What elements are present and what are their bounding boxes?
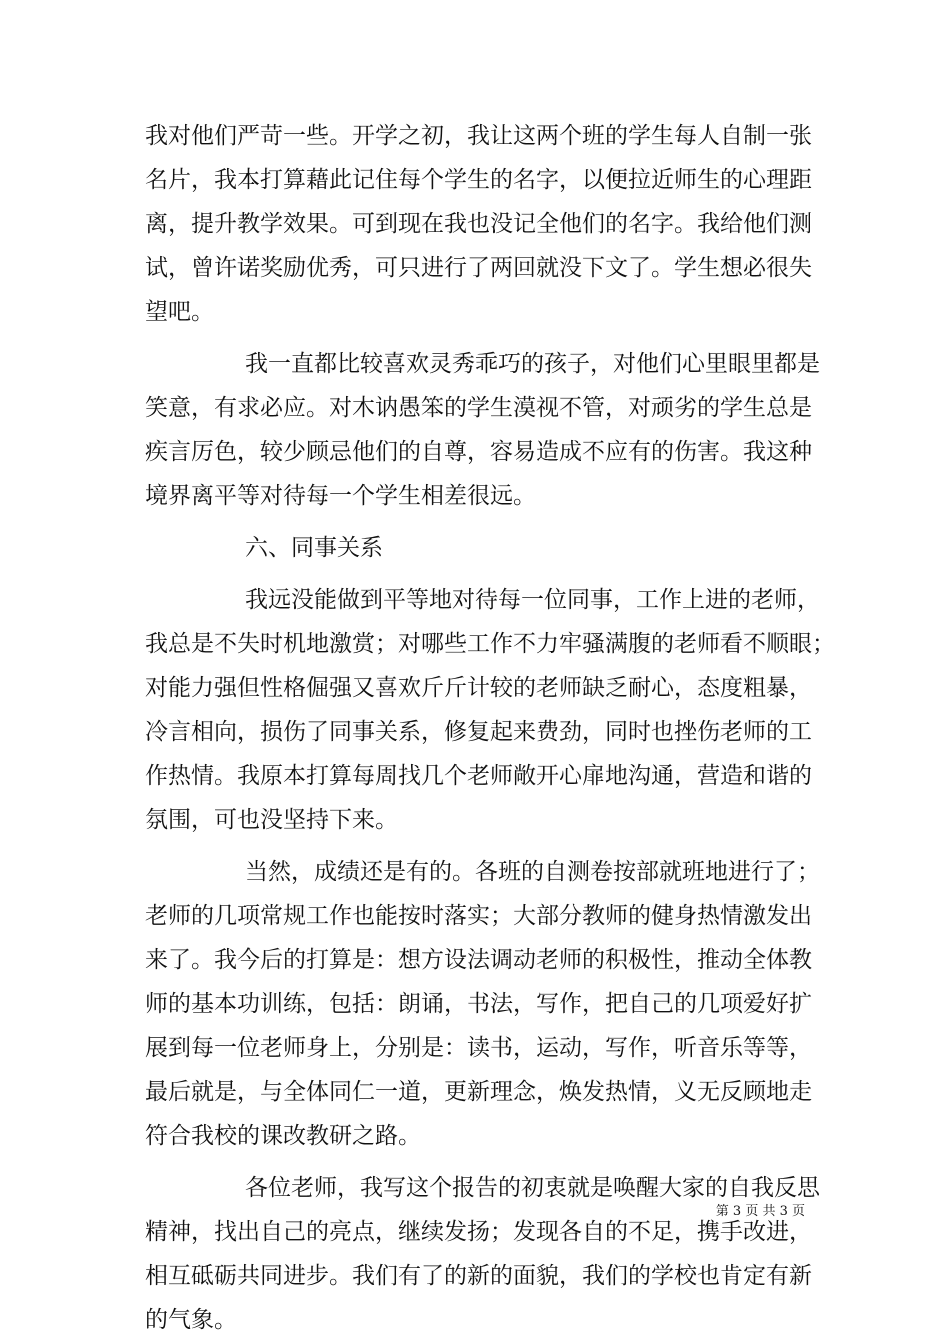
text-line: 的气象。 <box>145 1307 237 1333</box>
text-line: 名片，我本打算藉此记住每个学生的名字，以便拉近师生的心理距 <box>145 167 812 193</box>
text-line: 相互砥砺共同进步。我们有了的新的面貌，我们的学校也肯定有新 <box>145 1263 812 1289</box>
text-line: 冷言相向，损伤了同事关系，修复起来费劲，同时也挫伤老师的工 <box>145 719 812 745</box>
text-line: 展到每一位老师身上，分别是：读书，运动，写作，听音乐等等， <box>145 1035 812 1061</box>
text-line: 我总是不失时机地激赏；对哪些工作不力牢骚满腹的老师看不顺眼； <box>145 631 835 657</box>
text-line: 各位老师，我写这个报告的初衷就是唤醒大家的自我反思 <box>245 1175 820 1201</box>
text-line: 师的基本功训练，包括：朗诵，书法，写作，把自己的几项爱好扩 <box>145 991 812 1017</box>
heading-text: 六、同事关系 <box>245 535 383 561</box>
text-line: 氛围，可也没坚持下来。 <box>145 807 398 833</box>
text-line: 当然，成绩还是有的。各班的自测卷按部就班地进行了； <box>245 859 820 885</box>
text-line: 符合我校的课改教研之路。 <box>145 1123 421 1149</box>
text-line: 来了。我今后的打算是：想方设法调动老师的积极性，推动全体教 <box>145 947 812 973</box>
text-line: 望吧。 <box>145 299 214 325</box>
paragraph <box>145 114 812 334</box>
page-number-footer: 第 3 页 共 3 页 <box>715 1204 805 1219</box>
paragraph <box>145 850 820 1158</box>
section-heading <box>145 526 809 570</box>
paragraph <box>145 342 820 518</box>
text-line: 疾言厉色，较少顾忌他们的自尊，容易造成不应有的伤害。我这种 <box>145 439 812 465</box>
text-line: 离，提升教学效果。可到现在我也没记全他们的名字。我给他们测 <box>145 211 812 237</box>
text-line: 老师的几项常规工作也能按时落实；大部分教师的健身热情激发出 <box>145 903 812 929</box>
text-line: 境界离平等对待每一个学生相差很远。 <box>145 483 536 509</box>
text-line: 最后就是，与全体同仁一道，更新理念，焕发热情，义无反顾地走 <box>145 1079 812 1105</box>
text-line: 笑意，有求必应。对木讷愚笨的学生漠视不管，对顽劣的学生总是 <box>145 395 812 421</box>
text-line: 作热情。我原本打算每周找几个老师敞开心扉地沟通，营造和谐的 <box>145 763 812 789</box>
text-line: 我对他们严苛一些。开学之初，我让这两个班的学生每人自制一张 <box>145 123 812 149</box>
document-body <box>145 114 835 1342</box>
paragraph <box>145 1166 820 1342</box>
text-line: 我远没能做到平等地对待每一位同事，工作上进的老师， <box>245 587 820 613</box>
text-line: 对能力强但性格倔强又喜欢斤斤计较的老师缺乏耐心，态度粗暴， <box>145 675 812 701</box>
paragraph <box>145 578 835 842</box>
text-line: 精神，找出自己的亮点，继续发扬；发现各自的不足，携手改进， <box>145 1219 812 1245</box>
text-line: 我一直都比较喜欢灵秀乖巧的孩子，对他们心里眼里都是 <box>245 351 820 377</box>
text-line: 试，曾许诺奖励优秀，可只进行了两回就没下文了。学生想必很失 <box>145 255 812 281</box>
